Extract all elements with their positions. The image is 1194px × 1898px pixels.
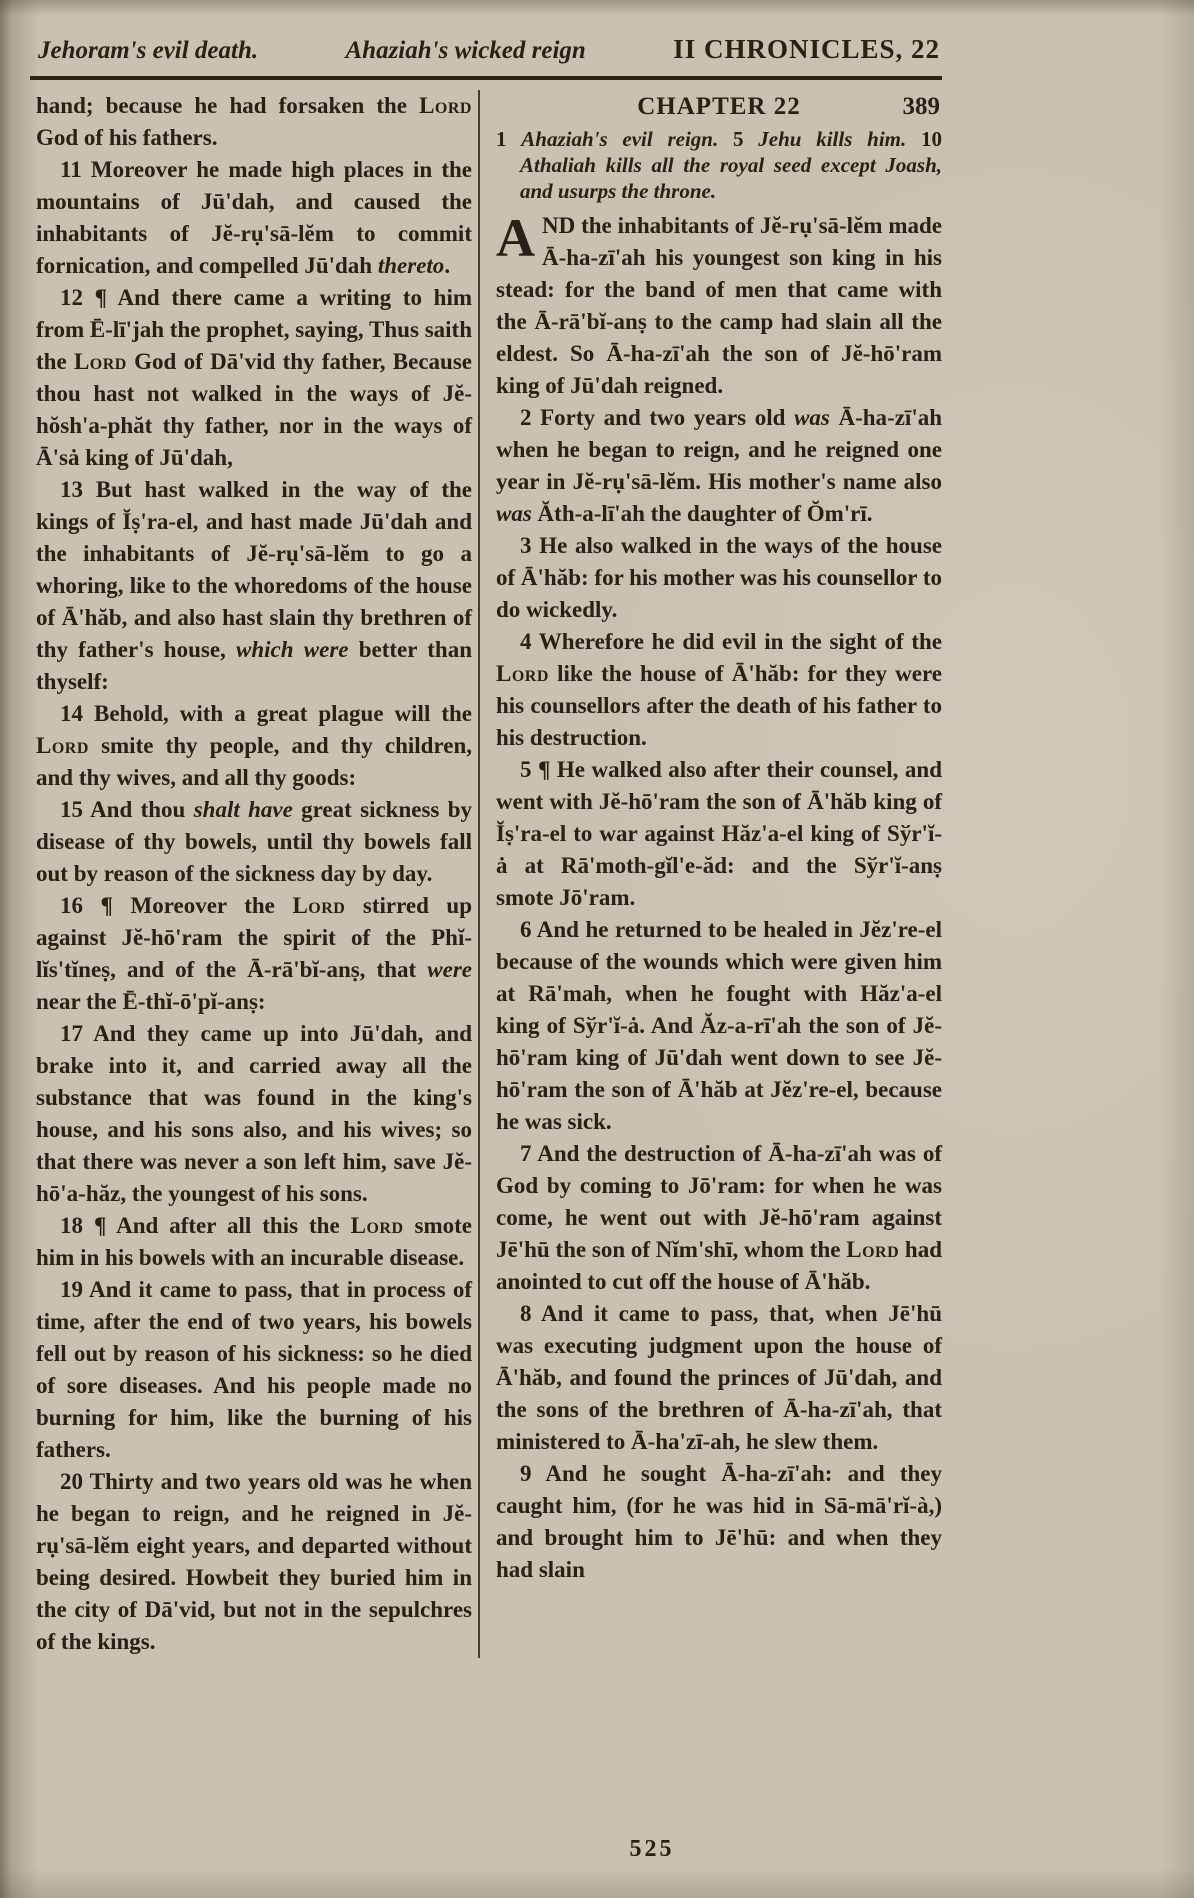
- right-column-verses: [496, 210, 942, 1586]
- text-run: .: [444, 253, 451, 278]
- small-caps-lord: Lord: [36, 733, 89, 758]
- header-rule: [30, 76, 942, 80]
- text-run: God of Dā'vid thy father, Because thou hast not walked in the ways of Jĕ-hŏsh'a-phăt thy father, nor in the ways of Ā'sȧ king of Jū'dah,: [36, 349, 472, 470]
- verse-22-7: [496, 1138, 942, 1298]
- text-run: 15 And thou: [60, 797, 194, 822]
- chapter-title: CHAPTER 22: [637, 93, 801, 120]
- text-run: 17 And they came up into Jū'dah, and brake into it, and carried away all the substance that was found in the king's house, and his sons also, and his wives; so that there was never a son left him, save Jĕ-hō'a-hăz, the youngest of his sons.: [36, 1021, 472, 1206]
- column-divider-rule: [478, 90, 480, 1658]
- verse-21-18: [36, 1210, 472, 1274]
- text-run: 11 Moreover he made high places in the mountains of Jū'dah, and caused the inhabitants of Jĕ-rụ'sā-lĕm to commit fornication, and compelled Jū'dah: [36, 157, 472, 278]
- small-caps-lord: Lord: [419, 93, 472, 118]
- text-run: better than thyself:: [36, 637, 473, 694]
- verse-22-9: [496, 1458, 942, 1586]
- verse-21-15: [36, 794, 472, 890]
- italic-run: Ahaziah's evil reign.: [521, 127, 719, 151]
- text-run: 10: [906, 127, 943, 151]
- text-run: 6 And he returned to be healed in Jĕz're-el because of the wounds which were given him at Rā'mah, when he fought with Hăz'a-el king of Sўr'ĭ-ȧ. And Ăz-a-rī'ah the son of Jĕ-hō'ram king of Jū'dah went down to see Jĕ-hō'ram the son of Ā'hăb at Jĕz're-el, because he was sick.: [496, 917, 942, 1134]
- chapter-heading-row: [496, 90, 942, 124]
- text-run: near the Ē-thĭ-ō'pĭ-anṣ:: [36, 989, 266, 1014]
- verse-22-1: [496, 210, 942, 402]
- text-run: 16 ¶ Moreover the: [60, 893, 293, 918]
- text-run: 3 He also walked in the ways of the house of Ā'hăb: for his mother was his counsellor to do wickedly.: [496, 533, 942, 622]
- verse-21-16: [36, 890, 472, 1018]
- text-run: smite thy people, and thy children, and thy wives, and all thy goods:: [36, 733, 472, 790]
- verse-21-12: [36, 282, 472, 474]
- verse-22-4: [496, 626, 942, 754]
- left-column: [36, 90, 472, 1658]
- verse-21-19: [36, 1274, 472, 1466]
- chapter-summary: [496, 126, 942, 204]
- italic-run: was: [496, 501, 532, 526]
- text-run: 20 Thirty and two years old was he when he began to reign, and he reigned in Jĕ-rụ'sā-lĕm eight years, and departed without being desired. Howbeit they buried him in the city of Dā'vid, but not in the sepulchres of the kings.: [36, 1469, 472, 1654]
- italic-run: thereto: [377, 253, 445, 278]
- text-run: Ăth-a-lī'ah the daughter of Ŏm'rī.: [531, 501, 873, 526]
- text-run: 12 ¶ And there came a writing to him from Ē-lī'jah the prophet, saying, Thus saith the: [36, 285, 472, 374]
- text-columns: [36, 90, 942, 1658]
- verse-22-5: [496, 754, 942, 914]
- text-run: great sickness by disease of thy bowels, until thy bowels fall out by reason of the sickness day by day.: [36, 797, 473, 886]
- text-run: 4 Wherefore he did evil in the sight of the: [520, 629, 942, 654]
- small-caps-lord: Lord: [292, 893, 346, 918]
- page-number: 525: [629, 1836, 675, 1862]
- text-run: 19 And it came to pass, that in process of time, after the end of two years, his bowels fell out by reason of his sickness: so he died of sore diseases. And his people made no burning for him, like the burning of his fathers.: [36, 1277, 472, 1462]
- chapter-summary-slot: [496, 126, 942, 204]
- small-caps-lord: Lord: [350, 1213, 404, 1238]
- text-run: 5: [718, 127, 759, 151]
- italic-run: Jehu kills him.: [758, 127, 907, 151]
- text-run: 9 And he sought Ā-ha-zī'ah: and they caught him, (for he was hid in Sā-mā'rĭ-à,) and brought him to Jē'hū: and when they had slain: [496, 1461, 942, 1582]
- italic-run: which were: [236, 637, 349, 662]
- verse-21-11: [36, 154, 472, 282]
- text-run: 2 Forty and two years old: [520, 405, 795, 430]
- verse-22-6: [496, 914, 942, 1138]
- text-run: hand; because he had forsaken the: [36, 93, 420, 118]
- verse-21-13: [36, 474, 472, 698]
- verse-22-8: [496, 1298, 942, 1458]
- continuation-paragraph: [36, 90, 472, 154]
- text-run: 5 ¶ He walked also after their counsel, and went with Jĕ-hō'ram the son of Ā'hăb king of Ĭṣ'ra-el to war against Hăz'a-el king of Sўr'ĭ-ȧ at Rā'moth-gĭl'e-ăd: and the Sўr'ĭ-anṣ smote Jō'ram.: [496, 757, 942, 910]
- text-run: 7 And the destruction of Ā-ha-zī'ah was of God by coming to Jō'ram: for when he was come, he went out with Jĕ-hō'ram against Jē'hū the son of Nĭm'shī, whom the: [496, 1141, 942, 1262]
- verse-22-3: [496, 530, 942, 626]
- small-caps-lord: Lord: [496, 661, 549, 686]
- italic-run: was: [794, 405, 830, 430]
- verse-21-14: [36, 698, 472, 794]
- small-caps-lord: Lord: [846, 1237, 900, 1262]
- text-run: like the house of Ā'hăb: for they were his counsellors after the death of his father to his destruction.: [496, 661, 942, 750]
- running-head-left: Jehoram's evil death.: [38, 37, 259, 64]
- italic-run: Athaliah kills all the royal seed except Joash, and usurps the throne.: [520, 153, 942, 203]
- running-head-center: Ahaziah's wicked reign: [345, 37, 586, 64]
- italic-run: were: [427, 957, 472, 982]
- verse-21-20: [36, 1466, 472, 1658]
- small-caps-lord: Lord: [73, 349, 127, 374]
- text-run: had anointed to cut off the house of Ā'hăb.: [496, 1237, 942, 1294]
- chapter-page-ref: 389: [902, 93, 940, 120]
- text-run: 8 And it came to pass, that, when Jē'hū was executing judgment upon the house of Ā'hăb, and found the princes of Jū'dah, and the sons of the brethren of Ā-ha-zī'ah, that ministered to Ā-ha'zī-ah, he slew them.: [496, 1301, 942, 1454]
- text-run: Ā-ha-zī'ah when he began to reign, and he reigned one year in Jĕ-rụ'sā-lĕm. His mother's name also: [496, 405, 942, 494]
- text-run: stirred up against Jĕ-hō'ram the spirit of the Phĭ-lĭs'tĭneṣ, and of the Ā-rā'bĭ-anṣ, that: [36, 893, 472, 982]
- text-run: 13 But hast walked in the way of the kings of Ĭṣ'ra-el, and hast made Jū'dah and the inhabitants of Jĕ-rụ'sā-lĕm to go a whoring, like to the whoredoms of the house of Ā'hăb, and also hast slain thy brethren of thy father's house,: [36, 477, 472, 662]
- text-run: 18 ¶ And after all this the: [60, 1213, 351, 1238]
- verse-22-2: [496, 402, 942, 530]
- text-run: ND the inhabitants of Jĕ-rụ'sā-lĕm made Ā-ha-zī'ah his youngest son king in his stead: for the band of men that came with the Ā-rā'bĭ-anṣ to the camp had slain all the eldest. So Ā-ha-zī'ah the son of Jĕ-hō'ram king of Jū'dah reigned.: [496, 213, 942, 398]
- text-run: smote him in his bowels with an incurable disease.: [36, 1213, 472, 1270]
- text-run: 14 Behold, with a great plague will the: [60, 701, 472, 726]
- italic-run: shalt have: [193, 797, 293, 822]
- running-head: [38, 34, 940, 65]
- drop-cap: A: [496, 208, 535, 268]
- right-column: [496, 90, 942, 1586]
- running-head-book-title: II CHRONICLES, 22: [673, 34, 940, 64]
- text-run: God of his fathers.: [36, 125, 218, 150]
- verse-21-17: [36, 1018, 472, 1210]
- text-run: 1: [496, 127, 522, 151]
